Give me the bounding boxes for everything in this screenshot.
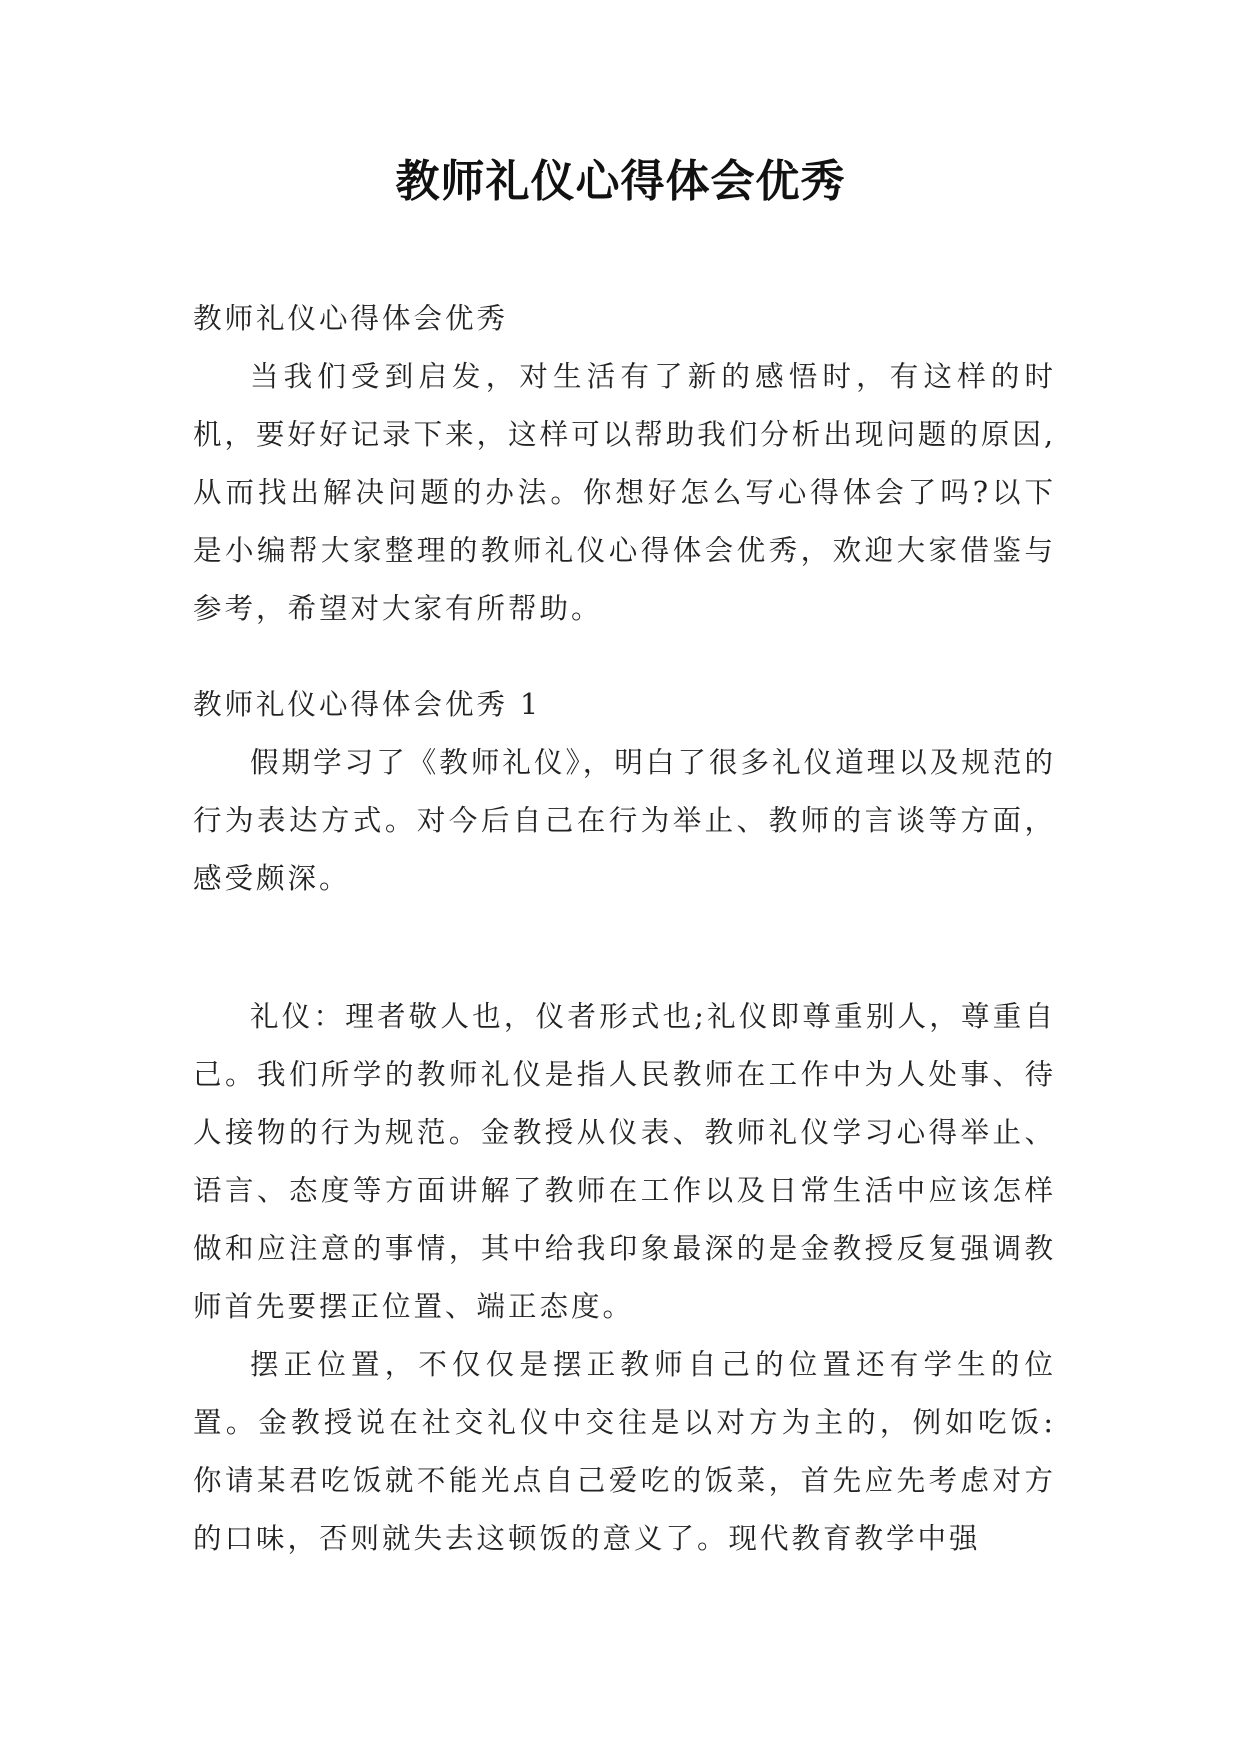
body-paragraph: 假期学习了《教师礼仪》，明白了很多礼仪道理以及规范的行为表达方式。对今后自己在行为举止、教师的言谈等方面，感受颇深。 [193, 746, 1056, 895]
section-heading: 教师礼仪心得体会优秀 [193, 302, 509, 335]
document-title: 教师礼仪心得体会优秀 [395, 156, 846, 207]
section-heading-1: 教师礼仪心得体会优秀 1 [193, 688, 542, 721]
body-paragraph: 礼仪：理者敬人也，仪者形式也;礼仪即尊重别人，尊重自己。我们所学的教师礼仪是指人民教师在工作中为人处事、待人接物的行为规范。金教授从仪表、教师礼仪学习心得举止、语言、态度等方面讲解了教师在工作以及日常生活中应该怎样做和应注意的事情，其中给我印象最深的是金教授反复强调教师首先要摆正位置、端正态度。 [193, 1000, 1056, 1323]
body-paragraph: 摆正位置，不仅仅是摆正教师自己的位置还有学生的位置。金教授说在社交礼仪中交往是以对方为主的，例如吃饭:你请某君吃饭就不能光点自己爱吃的饭菜，首先应先考虑对方的口味，否则就失去这顿饭的意义了。现代教育教学中强 [193, 1348, 1056, 1555]
document-body [193, 290, 1056, 1568]
intro-paragraph: 当我们受到启发，对生活有了新的感悟时，有这样的时机，要好好记录下来，这样可以帮助我们分析出现问题的原因,从而找出解决问题的办法。你想好怎么写心得体会了吗?以下是小编帮大家整理的教师礼仪心得体会优秀，欢迎大家借鉴与参考，希望对大家有所帮助。 [193, 360, 1056, 625]
